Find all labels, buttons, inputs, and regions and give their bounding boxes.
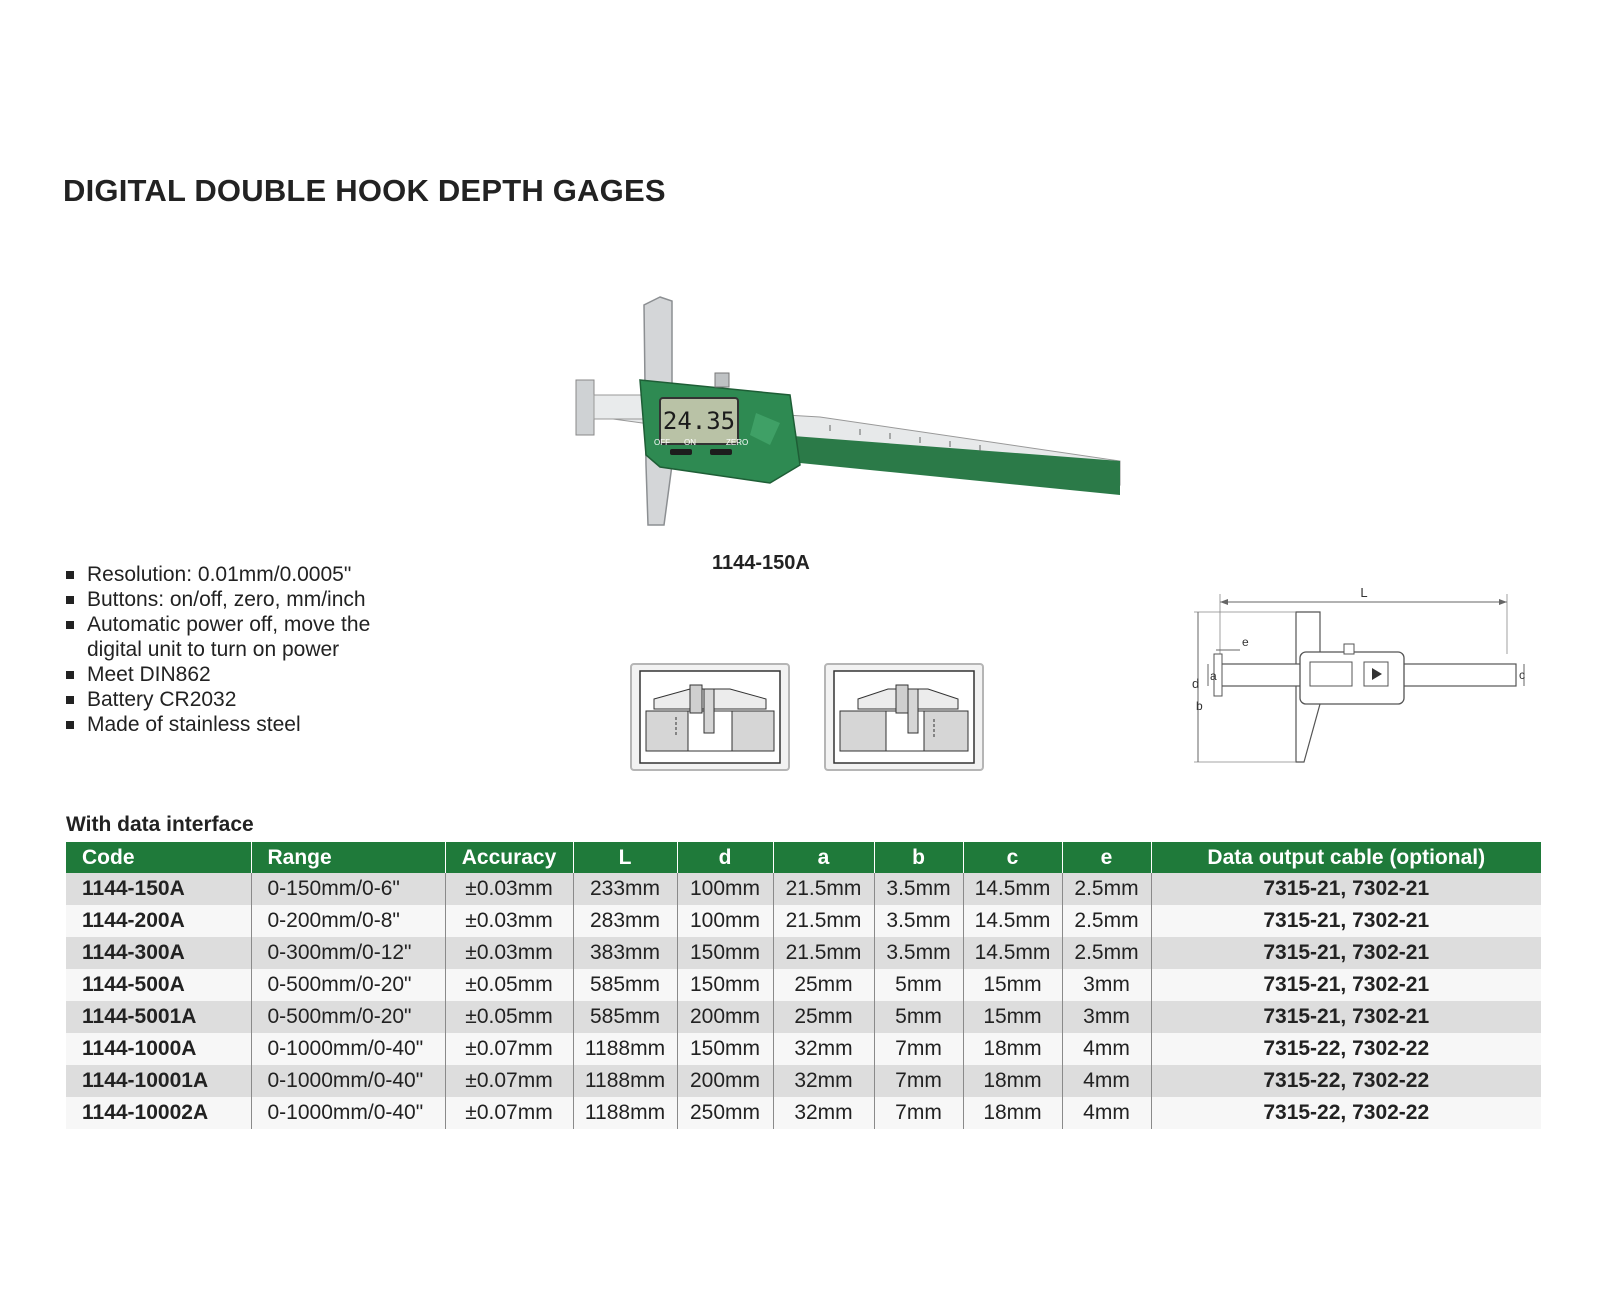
table-cell: 1188mm [573,1033,677,1065]
column-header: b [874,842,963,873]
usage-illustration-inner-groove [630,663,790,771]
table-cell: 0-200mm/0-8" [251,905,445,937]
table-cell: 7mm [874,1097,963,1129]
table-cell: 7315-22, 7302-22 [1151,1033,1541,1065]
table-cell: 0-150mm/0-6" [251,873,445,905]
table-cell: 7315-21, 7302-21 [1151,905,1541,937]
table-cell: 1144-5001A [66,1001,251,1033]
table-cell: 3mm [1062,1001,1151,1033]
table-cell: 18mm [963,1033,1062,1065]
table-cell: 2.5mm [1062,873,1151,905]
table-cell: 1188mm [573,1065,677,1097]
table-cell: 3mm [1062,969,1151,1001]
table-cell: 0-300mm/0-12" [251,937,445,969]
table-cell: ±0.07mm [445,1065,573,1097]
table-row [66,1097,1541,1129]
table-cell: 7315-21, 7302-21 [1151,969,1541,1001]
table-cell: 4mm [1062,1065,1151,1097]
table-row [66,1001,1541,1033]
dim-label-b: b [1196,699,1203,713]
table-cell: 7315-21, 7302-21 [1151,937,1541,969]
dim-label-L: L [1360,585,1368,600]
table-cell: 150mm [677,937,773,969]
table-cell: ±0.07mm [445,1033,573,1065]
table-cell: ±0.05mm [445,1001,573,1033]
table-cell: 21.5mm [773,905,874,937]
spec-table [66,842,1541,1129]
table-cell: 25mm [773,1001,874,1033]
table-cell: 0-500mm/0-20" [251,1001,445,1033]
table-cell: 5mm [874,1001,963,1033]
off-label: OFF [654,438,670,447]
table-cell: 1188mm [573,1097,677,1129]
table-cell: 200mm [677,1001,773,1033]
table-cell: 585mm [573,1001,677,1033]
feature-item: Buttons: on/off, zero, mm/inch [66,587,417,612]
model-caption: 1144-150A [712,552,810,574]
table-cell: 32mm [773,1033,874,1065]
table-cell: 4mm [1062,1033,1151,1065]
table-cell: 2.5mm [1062,937,1151,969]
table-row [66,873,1541,905]
table-cell: 32mm [773,1065,874,1097]
dim-label-a: a [1210,669,1217,683]
table-cell: 14.5mm [963,905,1062,937]
column-header: Accuracy [445,842,573,873]
table-cell: 7315-22, 7302-22 [1151,1097,1541,1129]
table-cell: 14.5mm [963,937,1062,969]
table-cell: 2.5mm [1062,905,1151,937]
table-cell: 250mm [677,1097,773,1129]
feature-item: Resolution: 0.01mm/0.0005" [66,562,417,587]
feature-item: Battery CR2032 [66,687,417,712]
table-cell: 25mm [773,969,874,1001]
table-cell: 5mm [874,969,963,1001]
lcd-reading: 24.35 [662,407,736,435]
table-cell: 1144-10001A [66,1065,251,1097]
table-cell: 4mm [1062,1097,1151,1129]
table-cell: 7mm [874,1033,963,1065]
dim-label-c: c [1519,668,1525,682]
table-cell: 3.5mm [874,905,963,937]
feature-item: Made of stainless steel [66,712,417,737]
table-cell: 0-1000mm/0-40" [251,1065,445,1097]
table-header-row [66,842,1541,873]
table-cell: 15mm [963,1001,1062,1033]
table-cell: 100mm [677,873,773,905]
table-cell: 200mm [677,1065,773,1097]
table-cell: 18mm [963,1097,1062,1129]
table-cell: 1144-200A [66,905,251,937]
table-cell: 21.5mm [773,937,874,969]
table-cell: 585mm [573,969,677,1001]
table-cell: 233mm [573,873,677,905]
table-cell: 14.5mm [963,873,1062,905]
table-cell: ±0.05mm [445,969,573,1001]
table-cell: 32mm [773,1097,874,1129]
table-cell: 21.5mm [773,873,874,905]
table-row [66,1033,1541,1065]
table-cell: 283mm [573,905,677,937]
usage-illustration-outer-step [824,663,984,771]
table-row [66,905,1541,937]
table-cell: 100mm [677,905,773,937]
table-cell: 15mm [963,969,1062,1001]
column-header: Range [251,842,445,873]
page-title: DIGITAL DOUBLE HOOK DEPTH GAGES [63,173,666,208]
column-header: d [677,842,773,873]
table-cell: 3.5mm [874,873,963,905]
table-row [66,937,1541,969]
table-cell: 1144-150A [66,873,251,905]
column-header: Data output cable (optional) [1151,842,1541,873]
column-header: e [1062,842,1151,873]
column-header: L [573,842,677,873]
feature-item: Meet DIN862 [66,662,417,687]
on-label: ON [684,438,696,447]
column-header: a [773,842,874,873]
table-cell: 1144-10002A [66,1097,251,1129]
feature-item: Automatic power off, move the digital unit to turn on power [66,612,417,662]
dim-label-d: d [1192,676,1200,691]
table-caption: With data interface [66,813,254,836]
table-cell: 1144-300A [66,937,251,969]
table-cell: ±0.03mm [445,873,573,905]
table-cell: 18mm [963,1065,1062,1097]
table-row [66,969,1541,1001]
table-cell: 383mm [573,937,677,969]
table-cell: ±0.07mm [445,1097,573,1129]
gage-product-image [560,285,1140,545]
table-cell: 7315-21, 7302-21 [1151,1001,1541,1033]
table-cell: ±0.03mm [445,905,573,937]
zero-label: ZERO [726,438,749,447]
table-cell: 0-1000mm/0-40" [251,1033,445,1065]
table-cell: 150mm [677,1033,773,1065]
table-cell: 7315-22, 7302-22 [1151,1065,1541,1097]
feature-list [66,562,417,737]
table-cell: 7mm [874,1065,963,1097]
table-row [66,1065,1541,1097]
table-cell: 0-500mm/0-20" [251,969,445,1001]
table-cell: 1144-1000A [66,1033,251,1065]
table-cell: ±0.03mm [445,937,573,969]
dimension-diagram [1192,584,1532,774]
table-cell: 0-1000mm/0-40" [251,1097,445,1129]
table-cell: 3.5mm [874,937,963,969]
column-header: Code [66,842,251,873]
table-cell: 1144-500A [66,969,251,1001]
dim-label-e: e [1242,635,1249,649]
table-cell: 7315-21, 7302-21 [1151,873,1541,905]
column-header: c [963,842,1062,873]
table-cell: 150mm [677,969,773,1001]
